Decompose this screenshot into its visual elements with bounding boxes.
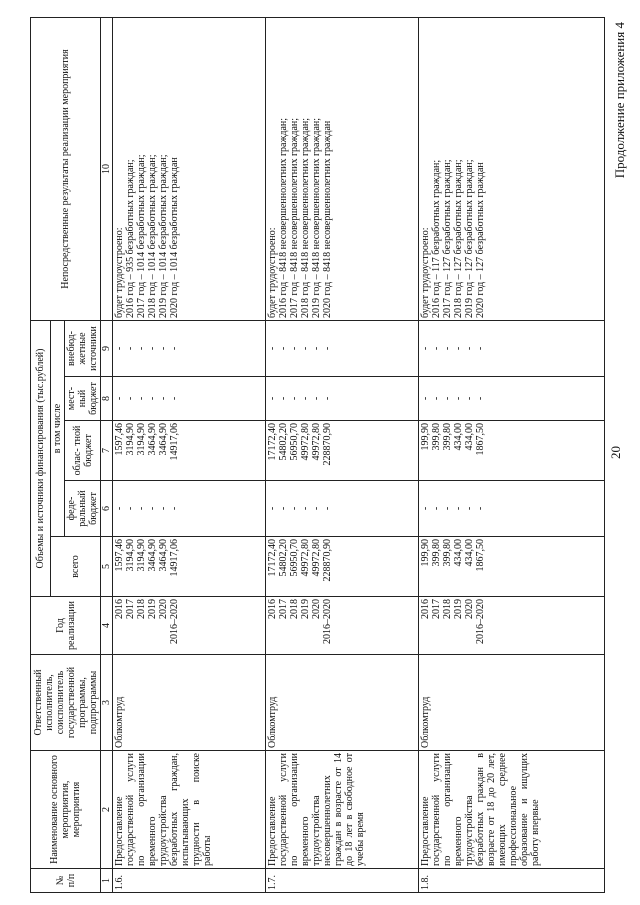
local-value: - — [114, 396, 125, 401]
header-name: Наименование основного мероприятия, мероприятия — [31, 751, 101, 869]
local-value: - — [475, 396, 486, 401]
regional-value: 199,90 — [420, 423, 431, 451]
extrabudget-value: - — [278, 346, 289, 351]
regional-value: 3194,90 — [125, 423, 136, 456]
year-value: 2016–2020 — [322, 599, 333, 644]
row-number: 1.7. — [266, 869, 419, 893]
executor: Облкомтруд — [113, 655, 266, 751]
federal-value: - — [278, 506, 289, 511]
extrabudget-value: - — [125, 346, 136, 351]
local-value: - — [278, 396, 289, 401]
regional-value: 49972,80 — [300, 423, 311, 461]
federal-values — [419, 481, 605, 537]
total-values — [419, 537, 605, 597]
row-number: 1.6. — [113, 869, 266, 893]
year-value: 2019 — [453, 599, 464, 619]
year-value: 2020 — [158, 599, 169, 619]
years — [266, 597, 419, 655]
table-row — [266, 18, 419, 893]
regional-value: 3194,90 — [136, 423, 147, 456]
year-value: 2016 — [420, 599, 431, 619]
local-value: - — [442, 396, 453, 401]
year-value: 2018 — [289, 599, 300, 619]
header-total: всего — [51, 537, 101, 597]
header-num: № п/п — [31, 869, 101, 893]
extrabudget-value: - — [453, 346, 464, 351]
total-values — [113, 537, 266, 597]
total-value: 3194,90 — [136, 539, 147, 572]
page-number: 20 — [608, 446, 623, 459]
federal-value: - — [300, 506, 311, 511]
row-number: 1.8. — [419, 869, 605, 893]
local-value: - — [311, 396, 322, 401]
column-number-row — [101, 18, 113, 893]
federal-values — [266, 481, 419, 537]
col-number: 9 — [101, 321, 113, 377]
local-values — [419, 377, 605, 421]
extrabudget-values — [266, 321, 419, 377]
total-value: 228870,90 — [322, 539, 333, 582]
year-value: 2016–2020 — [169, 599, 180, 644]
header-regional: облас- тной бюджет — [65, 421, 101, 481]
federal-values — [113, 481, 266, 537]
extrabudget-value: - — [114, 346, 125, 351]
total-value: 49972,80 — [311, 539, 322, 577]
total-value: 3464,90 — [158, 539, 169, 572]
regional-value: 3464,90 — [158, 423, 169, 456]
total-values — [266, 537, 419, 597]
federal-value: - — [420, 506, 431, 511]
federal-value: - — [289, 506, 300, 511]
regional-values — [113, 421, 266, 481]
regional-value: 228870,90 — [322, 423, 333, 466]
year-value: 2016 — [114, 599, 125, 619]
local-value: - — [169, 396, 180, 401]
extrabudget-values — [419, 321, 605, 377]
total-value: 49972,80 — [300, 539, 311, 577]
local-value: - — [420, 396, 431, 401]
year-value: 2020 — [464, 599, 475, 619]
local-value: - — [289, 396, 300, 401]
extrabudget-value: - — [289, 346, 300, 351]
year-value: 2018 — [442, 599, 453, 619]
extrabudget-value: - — [136, 346, 147, 351]
regional-value: 399,80 — [431, 423, 442, 451]
year-value: 2016–2020 — [475, 599, 486, 644]
extrabudget-value: - — [300, 346, 311, 351]
regional-value: 56950,70 — [289, 423, 300, 461]
local-value: - — [300, 396, 311, 401]
total-value: 399,80 — [442, 539, 453, 567]
federal-value: - — [322, 506, 333, 511]
extrabudget-value: - — [475, 346, 486, 351]
federal-value: - — [125, 506, 136, 511]
table-row — [419, 18, 605, 893]
extrabudget-value: - — [311, 346, 322, 351]
extrabudget-value: - — [464, 346, 475, 351]
results-text: будет трудоустроено: 2016 год – 935 безработных граждан; 2017 год – 1014 безработных граждан; 2018 год – 1014 безработных граждан; 2019 год – 1014 безработных граждан; 2020 год – 1014 безработных граждан — [113, 18, 266, 321]
extrabudget-value: - — [442, 346, 453, 351]
local-value: - — [322, 396, 333, 401]
total-value: 199,90 — [420, 539, 431, 567]
total-value: 17172,40 — [267, 539, 278, 577]
local-value: - — [464, 396, 475, 401]
local-value: - — [453, 396, 464, 401]
federal-value: - — [442, 506, 453, 511]
col-number: 3 — [101, 655, 113, 751]
total-value: 399,80 — [431, 539, 442, 567]
local-value: - — [125, 396, 136, 401]
col-number: 6 — [101, 481, 113, 537]
extrabudget-value: - — [431, 346, 442, 351]
total-value: 3194,90 — [125, 539, 136, 572]
header-year: Год реализации — [31, 597, 101, 655]
results-text: будет трудоустроено: 2016 год – 117 безработных граждан; 2017 год – 127 безработных граждан; 2018 год – 127 безработных граждан; 2019 год – 127 безработных граждан; 2020 год – 127 безработных граждан — [419, 18, 605, 321]
year-value: 2018 — [136, 599, 147, 619]
total-value: 3464,90 — [147, 539, 158, 572]
total-value: 14917,06 — [169, 539, 180, 577]
local-values — [266, 377, 419, 421]
measure-name: Предоставление государственной услуги по организации временного трудоустройства безработных граждан в возрасте от 18 до 20 лет, имеющих среднее профессиональное образование и ищущих работу впервые — [419, 751, 605, 869]
regional-value: 54802,20 — [278, 423, 289, 461]
extrabudget-value: - — [158, 346, 169, 351]
extrabudget-value: - — [267, 346, 278, 351]
extrabudget-value: - — [169, 346, 180, 351]
year-value: 2017 — [431, 599, 442, 619]
regional-value: 399,80 — [442, 423, 453, 451]
header-results: Непосредственные результаты реализации мероприятия — [31, 18, 101, 321]
total-value: 54802,20 — [278, 539, 289, 577]
federal-value: - — [464, 506, 475, 511]
federal-value: - — [136, 506, 147, 511]
col-number: 4 — [101, 597, 113, 655]
year-value: 2017 — [278, 599, 289, 619]
total-value: 434,00 — [464, 539, 475, 567]
header-executor: Ответственный исполнитель, соисполнитель государственной программы, подпрограммы — [31, 655, 101, 751]
regional-values — [419, 421, 605, 481]
year-value: 2019 — [300, 599, 311, 619]
year-value: 2017 — [125, 599, 136, 619]
federal-value: - — [311, 506, 322, 511]
extrabudget-values — [113, 321, 266, 377]
measure-name: Предоставление государственной услуги по организации временного трудоустройства несовершеннолетних граждан в возрасте от 14 до 18 лет в свободное от учебы время — [266, 751, 419, 869]
header-federal: феде- ральный бюджет — [65, 481, 101, 537]
years — [419, 597, 605, 655]
col-number: 2 — [101, 751, 113, 869]
col-number: 1 — [101, 869, 113, 893]
local-value: - — [147, 396, 158, 401]
regional-value: 434,00 — [453, 423, 464, 451]
federal-value: - — [158, 506, 169, 511]
total-value: 1597,46 — [114, 539, 125, 572]
total-value: 56950,70 — [289, 539, 300, 577]
total-value: 1867,50 — [475, 539, 486, 572]
regional-value: 1597,46 — [114, 423, 125, 456]
regional-value: 434,00 — [464, 423, 475, 451]
regional-value: 1867,50 — [475, 423, 486, 456]
regional-value: 17172,40 — [267, 423, 278, 461]
header-local: мест- ный бюджет — [65, 377, 101, 421]
local-value: - — [158, 396, 169, 401]
federal-value: - — [147, 506, 158, 511]
regional-values — [266, 421, 419, 481]
measure-name: Предоставление государственной услуги по организации временного трудоустройства безработных граждан, испытывающих трудности в поиске работы — [113, 751, 266, 869]
executor: Облкомтруд — [266, 655, 419, 751]
local-value: - — [431, 396, 442, 401]
executor: Облкомтруд — [419, 655, 605, 751]
regional-value: 49972,80 — [311, 423, 322, 461]
header-including: в том числе — [51, 321, 65, 537]
col-number: 7 — [101, 421, 113, 481]
year-value: 2016 — [267, 599, 278, 619]
col-number: 5 — [101, 537, 113, 597]
continuation-caption: Продолжение приложения 4 — [612, 22, 627, 179]
federal-value: - — [475, 506, 486, 511]
federal-value: - — [169, 506, 180, 511]
extrabudget-value: - — [147, 346, 158, 351]
col-number: 10 — [101, 18, 113, 321]
funding-table — [30, 17, 605, 893]
federal-value: - — [114, 506, 125, 511]
federal-value: - — [431, 506, 442, 511]
table-row — [113, 18, 266, 893]
federal-value: - — [453, 506, 464, 511]
federal-value: - — [267, 506, 278, 511]
total-value: 434,00 — [453, 539, 464, 567]
extrabudget-value: - — [322, 346, 333, 351]
local-value: - — [136, 396, 147, 401]
year-value: 2020 — [311, 599, 322, 619]
local-value: - — [267, 396, 278, 401]
local-values — [113, 377, 266, 421]
header-extrabudget: внебюд- жетные источники — [65, 321, 101, 377]
regional-value: 3464,90 — [147, 423, 158, 456]
header-funding: Объемы и источники финансирования (тыс.рублей) — [31, 321, 51, 597]
results-text: будет трудоустроено: 2016 год – 8418 несовершеннолетних граждан; 2017 год – 8418 несовершеннолетних граждан; 2018 год – 8418 несовершеннолетних граждан; 2019 год – 8418 несовершеннолетних граждан; 2020 год – 8418 несовершеннолетних граждан — [266, 18, 419, 321]
col-number: 8 — [101, 377, 113, 421]
extrabudget-value: - — [420, 346, 431, 351]
year-value: 2019 — [147, 599, 158, 619]
years — [113, 597, 266, 655]
regional-value: 14917,06 — [169, 423, 180, 461]
